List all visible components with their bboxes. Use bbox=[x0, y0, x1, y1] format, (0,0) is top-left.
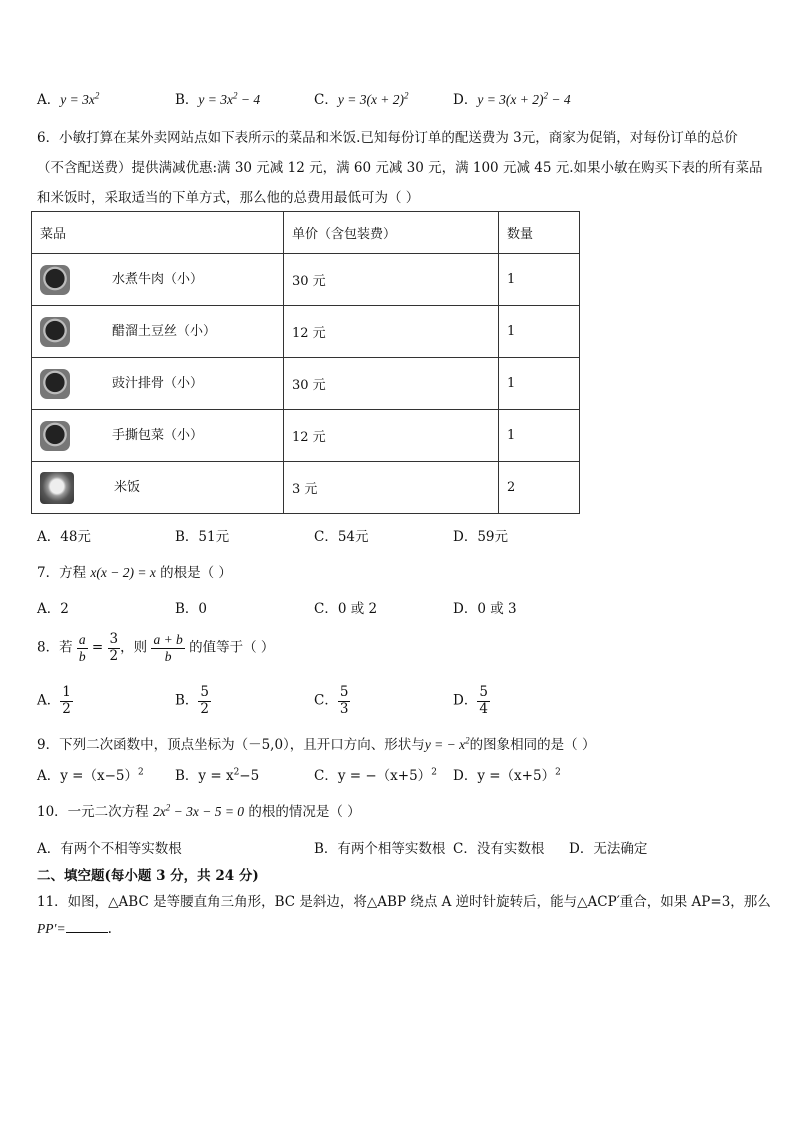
q5-option-c: C．$y = 3(x + 2)^2$ bbox=[314, 90, 409, 108]
table-header-row bbox=[32, 212, 580, 254]
food-bowl-image bbox=[40, 265, 70, 295]
q10-option-c: C．没有实数根 bbox=[453, 841, 545, 857]
food-bowl-image bbox=[40, 421, 70, 451]
q6-stem-line-1: 6．小敏打算在某外卖网站点如下表所示的菜品和米饭.已知每份订单的配送费为 3元，商家为促销，对每份订单的总价 bbox=[37, 130, 738, 146]
header-price: 单价（含包装费） bbox=[284, 212, 499, 254]
dish-name: 手撕包菜（小） bbox=[112, 428, 204, 443]
section-heading: 二、填空题(每小题 3 分，共 24 分) bbox=[37, 868, 259, 884]
q11-stem-line-1: 11．如图，△ABC 是等腰直角三角形，BC 是斜边，将△ABP 绕点 A 逆时针旋转后，能与△ACP′重合，如果 AP=3，那么 bbox=[37, 894, 771, 910]
price-cell: 30 元 bbox=[284, 254, 499, 306]
q5-option-a: A．$y = 3x^2$ bbox=[37, 90, 100, 108]
price-cell: 12 元 bbox=[284, 306, 499, 358]
q8-option-c: C． $\frac{5}{3}$ bbox=[314, 684, 349, 717]
dish-name: 米饭 bbox=[114, 480, 141, 495]
fraction-a-plus-b-over-b: $\frac{a + b}{b}$ bbox=[153, 632, 183, 664]
q10-stem: 10．一元二次方程 $2x^2 - 3x - 5 = 0$ 的根的情况是（ ） bbox=[37, 802, 361, 820]
q9-option-b: B．$y = x^2-5$ bbox=[175, 767, 260, 784]
q10-option-d: D．无法确定 bbox=[569, 841, 648, 857]
dish-name: 醋溜土豆丝（小） bbox=[112, 324, 217, 339]
dish-cell bbox=[32, 254, 284, 306]
q9-option-c: C．$y = -(x+5)^2$ bbox=[314, 767, 437, 784]
q9-stem: 9．下列二次函数中，顶点坐标为（－5,0），且开口方向、形状与y = − $x^2$的图象相同的是（ ） bbox=[37, 735, 596, 753]
table-row bbox=[32, 306, 580, 358]
table-row bbox=[32, 254, 580, 306]
q5-option-d: D．$y = 3(x + 2)^2 - 4$ bbox=[453, 90, 571, 108]
qty-cell: 1 bbox=[499, 358, 580, 410]
price-cell: 12 元 bbox=[284, 410, 499, 462]
dish-cell bbox=[32, 358, 284, 410]
q6-option-c: C．54元 bbox=[314, 529, 369, 545]
fraction-3-over-2: $\frac{3}{2}$ bbox=[109, 631, 119, 664]
dish-name: 水煮牛肉（小） bbox=[112, 272, 204, 287]
q6-option-a: A．48元 bbox=[37, 529, 91, 545]
rice-bowl-image bbox=[40, 472, 74, 504]
dish-cell bbox=[32, 462, 284, 514]
q9-option-d: D．$y =(x+5)^2$ bbox=[453, 767, 561, 784]
q8-option-d: D． $\frac{5}{4}$ bbox=[453, 684, 488, 717]
q10-option-a: A．有两个不相等实数根 bbox=[37, 841, 182, 857]
q7-stem: 7．方程 x(x − 2) = x 的根是（ ） bbox=[37, 565, 232, 581]
q6-option-b: B．51元 bbox=[175, 529, 230, 545]
q8-stem: 8．若 $\frac{a}{b}$ = $\frac{3}{2}$ ，则 $\frac{a + b}{b}$ 的值等于（ ） bbox=[37, 631, 275, 664]
q7-option-b: B．0 bbox=[175, 601, 208, 617]
q7-option-d: D．0 或 3 bbox=[453, 601, 517, 617]
q10-option-b: B．有两个相等实数根 bbox=[314, 841, 446, 857]
food-bowl-image bbox=[40, 317, 70, 347]
dish-cell bbox=[32, 306, 284, 358]
q7-option-c: C．0 或 2 bbox=[314, 601, 378, 617]
answer-blank[interactable] bbox=[66, 920, 108, 933]
price-cell: 3 元 bbox=[284, 462, 499, 514]
qty-cell: 1 bbox=[499, 254, 580, 306]
q6-option-d: D．59元 bbox=[453, 529, 509, 545]
table-row bbox=[32, 462, 580, 514]
q7-option-a: A．2 bbox=[37, 601, 69, 617]
qty-cell: 1 bbox=[499, 410, 580, 462]
menu-table bbox=[31, 211, 580, 514]
q11-stem-line-2: PP′= . bbox=[37, 921, 112, 937]
header-dish: 菜品 bbox=[32, 212, 284, 254]
dish-cell bbox=[32, 410, 284, 462]
q5-option-b: B．$y = 3x^2 - 4$ bbox=[175, 90, 261, 108]
table-row bbox=[32, 358, 580, 410]
q8-option-a: A． $\frac{1}{2}$ bbox=[37, 684, 71, 717]
q6-stem-line-3: 和米饭时，采取适当的下单方式，那么他的总费用最低可为（ ） bbox=[37, 190, 420, 206]
q8-option-b: B． $\frac{5}{2}$ bbox=[175, 684, 210, 717]
qty-cell: 2 bbox=[499, 462, 580, 514]
table-row bbox=[32, 410, 580, 462]
header-qty: 数量 bbox=[499, 212, 580, 254]
q9-option-a: A．$y =(x-5)^2$ bbox=[37, 767, 144, 784]
fraction-a-over-b: $\frac{a}{b}$ bbox=[78, 632, 86, 664]
q6-stem-line-2: （不含配送费）提供满减优惠:满 30 元减 12 元，满 60 元减 30 元，满 100 元减 45 元.如果小敏在购买下表的所有菜品 bbox=[37, 160, 763, 176]
qty-cell: 1 bbox=[499, 306, 580, 358]
price-cell: 30 元 bbox=[284, 358, 499, 410]
dish-name: 豉汁排骨（小） bbox=[112, 376, 204, 391]
food-bowl-image bbox=[40, 369, 70, 399]
